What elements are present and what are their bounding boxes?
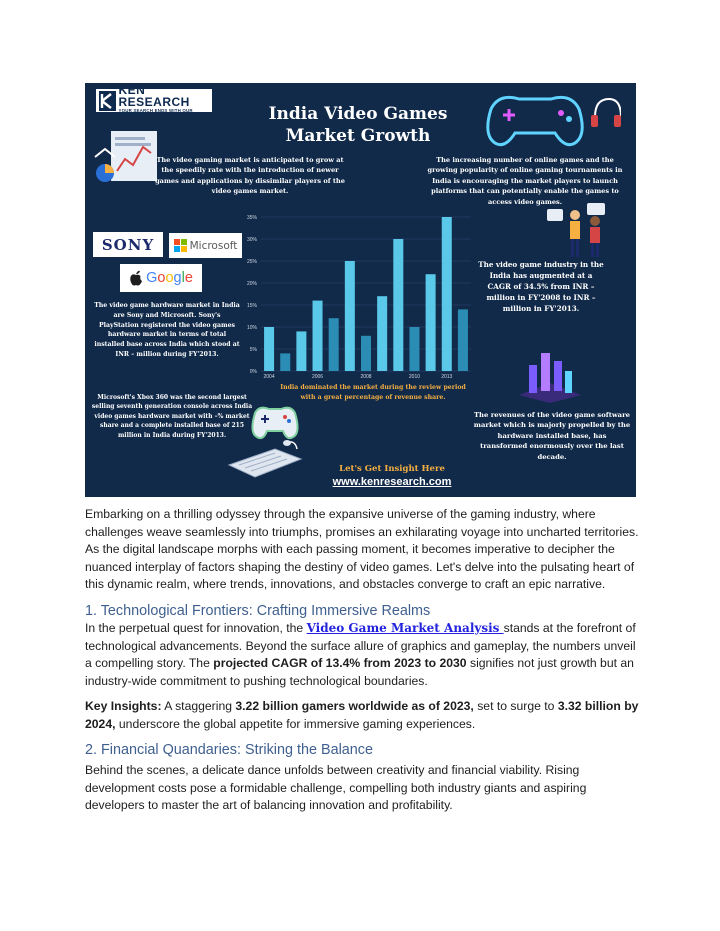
logo-tagline: YOUR SEARCH ENDS WITH OUR RESEARCH [118,107,193,117]
x-tick-label: 2013 [441,374,453,380]
section-2-paragraph: Behind the scenes, a delicate dance unfolds between creativity and financial viability. Rising development costs pose a formidable challenge, compelling both industry giants and aspiring developers to master the art of balancing innovation and profitability. [85,763,587,813]
key-gamers-2023: 3.22 billion gamers worldwide as of 2023, [235,699,474,713]
cta-website-link[interactable]: www.kenresearch.com [332,476,452,488]
infographic [85,83,636,497]
key-text-c: underscore the global appetite for immersive gaming experiences. [115,716,476,731]
microsoft-logo [169,233,242,258]
p1-text-c: signifies not just growth but an industry-wide commitment to pushing technological boundaries. [85,656,634,688]
text-online-games: The increasing number of online games and the growing popularity of online gaming tournaments in India is encouraging the market players to launch platforms that can potentially enable the games to access video games. [427,156,623,206]
key-text-a: A staggering [161,699,236,713]
key-insights-label: Key Insights: [85,699,162,713]
section-1-paragraph [85,620,643,690]
y-tick-label: 0% [249,369,257,375]
key-insights-paragraph [85,698,643,733]
neon-gamepad-icon [471,87,621,153]
growth-bar-chart [235,211,477,381]
chart-caption: India dominated the market during the review period with a great percentage of revenue share. [280,384,466,401]
text-software-revenue: The revenues of the video game software market which is majorly propelled by the hardware installed base, has transformed enormously over the last decade. [473,411,631,461]
text-cagr: The video game industry in the India has augmented at a CAGR of 34.5% from INR – million in FY'2008 to INR – million in FY'2013. [478,260,604,313]
title-line-1: India Video Games [268,104,448,124]
logo-name: KEN RESEARCH [118,83,190,109]
ken-research-logo[interactable] [95,83,213,117]
chart-bar [361,336,371,371]
chart-bar [280,353,290,371]
key-text-b: set to surge to [473,699,558,713]
y-tick-label: 15% [246,303,257,309]
chart-bar [393,239,403,371]
microsoft-label: Microsoft [189,239,238,252]
section-heading-1: 1. Technological Frontiers: Crafting Immersive Realms [85,603,431,619]
y-tick-label: 5% [249,347,257,353]
y-tick-label: 20% [246,281,257,287]
y-tick-label: 25% [246,259,257,265]
chart-bar [264,327,274,371]
chart-bar [426,274,436,371]
p1-text-b: stands at the forefront of technological advancements. Beyond the surface allure of graphics and gameplay, the numbers unveil a compelling story. The [85,621,636,671]
ken-logo-icon [99,91,116,111]
chart-bar [409,327,419,371]
keyboard-icon [225,435,305,483]
text-market-growth: The video gaming market is anticipated to grow at the speedily rate with the introduction of newer games and applications by dissimilar players of the video games market. [155,156,345,196]
infographic-title [263,103,453,147]
p1-cagr-highlight: projected CAGR of 13.4% from 2023 to 2030 [213,656,467,671]
y-tick-label: 35% [246,215,257,221]
apple-icon [129,270,143,286]
x-tick-label: 2010 [408,374,421,380]
sony-logo [93,232,163,257]
text-xbox: Microsoft's Xbox 360 was the second largest selling seventh generation console across India video games hardware market with –% market share and a complete installed base of 215 million in India during FY'2013. [91,394,253,439]
text-hardware-market: The video game hardware market in India are Sony and Microsoft. Sony's PlayStation registered the video games hardware market in terms of total installed base across India which stood at INR – million during FY'2013. [94,302,240,358]
video-game-market-analysis-link[interactable]: Video Game Market Analysis [306,621,504,635]
cta-heading: Let's Get Insight Here [339,464,445,474]
sony-label: SONY [101,235,155,254]
chart-bar [377,296,387,371]
x-tick-label: 2008 [360,374,372,380]
neon-city-icon [515,343,585,403]
x-tick-label: 2006 [311,374,324,380]
chart-bar [296,331,306,371]
chart-bar [313,301,323,371]
section-heading-2: 2. Financial Quandaries: Striking the Balance [85,742,373,758]
x-tick-label: 2004 [263,374,275,380]
chart-bar [329,318,339,371]
chart-bar [345,261,355,371]
microsoft-windows-icon [174,239,187,252]
y-tick-label: 10% [246,325,257,331]
p1-text-a: In the perpetual quest for innovation, the [85,621,307,635]
title-line-2: Market Growth [285,126,431,146]
apple-google-logo [120,264,202,292]
google-label: Google [146,270,193,286]
intro-paragraph: Embarking on a thrilling odyssey through the expansive universe of the gaming industry, where challenges weave seamlessly into triumphs, promises an exhilarating voyage into uncharted territories. As the digital landscape morphs with each passing moment, it becomes imperative to decipher the nuanced interplay of factors shaping the destiny of video games. Let's delve into the pulsating heart of this dynamic realm, where trends, innovations, and obstacles converge to craft an epic narrative. [85,507,639,592]
y-tick-label: 30% [246,237,257,243]
chart-bar [458,309,468,371]
people-illustration-icon [541,201,621,261]
chart-bar [442,217,452,371]
key-gamers-2024: 3.32 billion by 2024, [85,699,639,731]
cta-block [321,463,463,489]
